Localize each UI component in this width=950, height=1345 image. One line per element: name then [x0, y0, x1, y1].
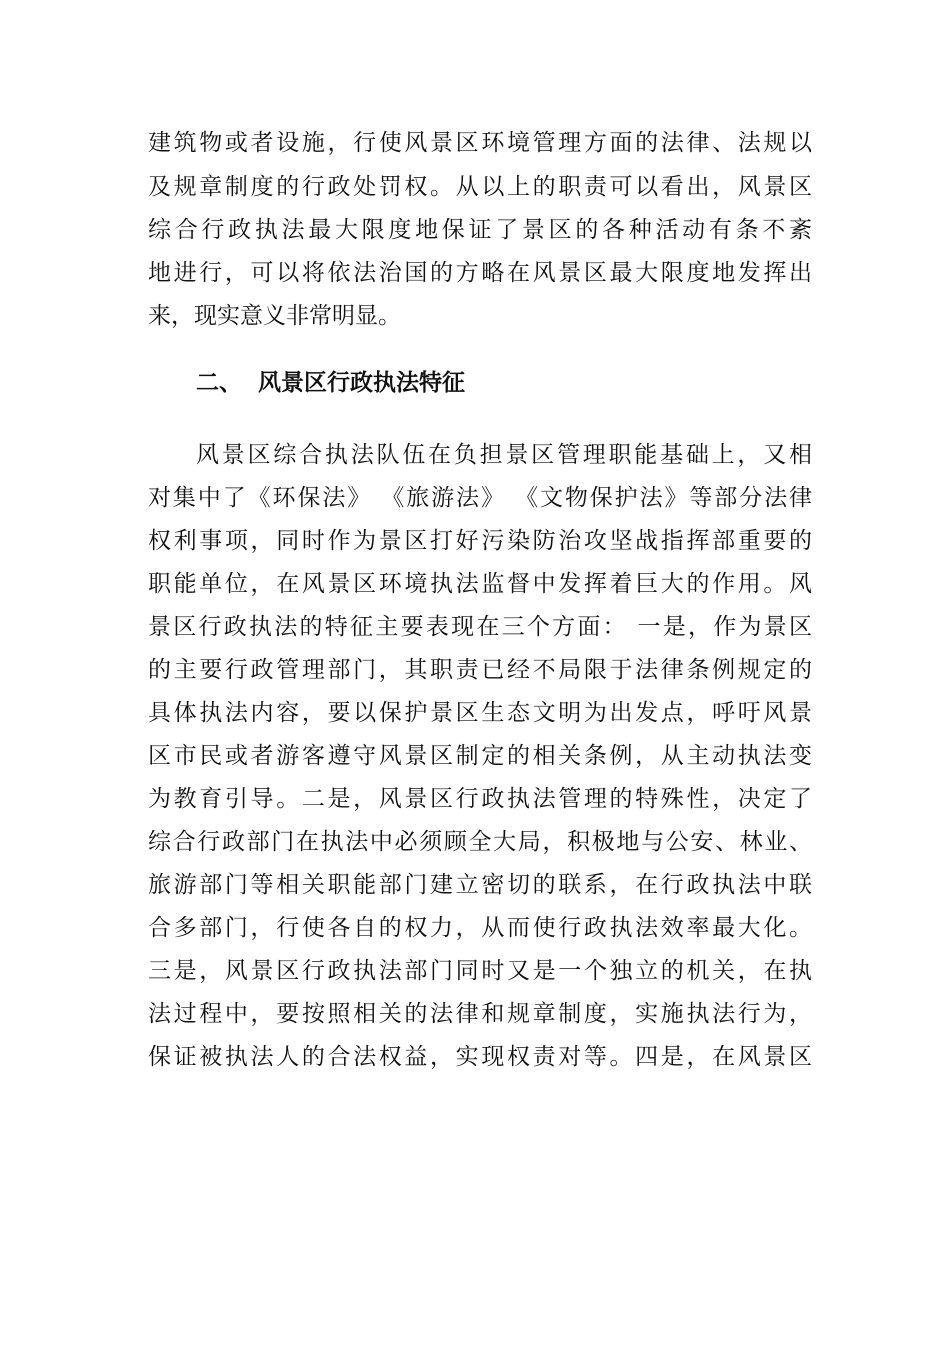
paragraph-1-line: 综合行政执法最大限度地保证了景区的各种活动有条不紊 [148, 217, 812, 243]
paragraph-2-line: 旅游部门等相关职能部门建立密切的联系，在行政执法中联 [148, 872, 812, 898]
paragraph-2-line: 权利事项，同时作为景区打好污染防治攻坚战指挥部重要的 [148, 528, 812, 554]
paragraph-2-line: 的主要行政管理部门，其职责已经不局限于法律条例规定的 [148, 657, 812, 683]
paragraph-2-line: 综合行政部门在执法中必须顾全大局，积极地与公安、林业、 [148, 829, 812, 855]
section-heading: 二、 风景区行政执法特征 [196, 370, 466, 396]
paragraph-1-line: 来，现实意义非常明显。 [148, 303, 401, 329]
paragraph-2-line: 具体执法内容，要以保护景区生态文明为出发点，呼吁风景 [148, 700, 812, 726]
paragraph-2-line: 为教育引导。二是，风景区行政执法管理的特殊性，决定了 [148, 786, 812, 812]
paragraph-1-line: 建筑物或者设施，行使风景区环境管理方面的法律、法规以 [148, 130, 812, 156]
paragraph-2-line: 区市民或者游客遵守风景区制定的相关条例，从主动执法变 [148, 743, 812, 769]
paragraph-2-line: 保证被执法人的合法权益，实现权责对等。四是，在风景区 [148, 1044, 812, 1070]
paragraph-2-line: 职能单位，在风景区环境执法监督中发挥着巨大的作用。风 [148, 571, 812, 597]
paragraph-2-line: 合多部门，行使各自的权力，从而使行政执法效率最大化。 [148, 915, 812, 941]
paragraph-2-line: 法过程中，要按照相关的法律和规章制度，实施执法行为， [148, 1001, 812, 1027]
paragraph-2-line: 风景区综合执法队伍在负担景区管理职能基础上，又相 [196, 442, 812, 468]
paragraph-1-line: 地进行，可以将依法治国的方略在风景区最大限度地发挥出 [148, 260, 812, 286]
paragraph-1-line: 及规章制度的行政处罚权。从以上的职责可以看出，风景区 [148, 174, 812, 200]
paragraph-2-line: 景区行政执法的特征主要表现在三个方面： 一是，作为景区 [148, 614, 812, 640]
paragraph-2-line: 三是，风景区行政执法部门同时又是一个独立的机关，在执 [148, 958, 812, 984]
paragraph-2-line: 对集中了《环保法》 《旅游法》 《文物保护法》等部分法律 [148, 485, 812, 511]
